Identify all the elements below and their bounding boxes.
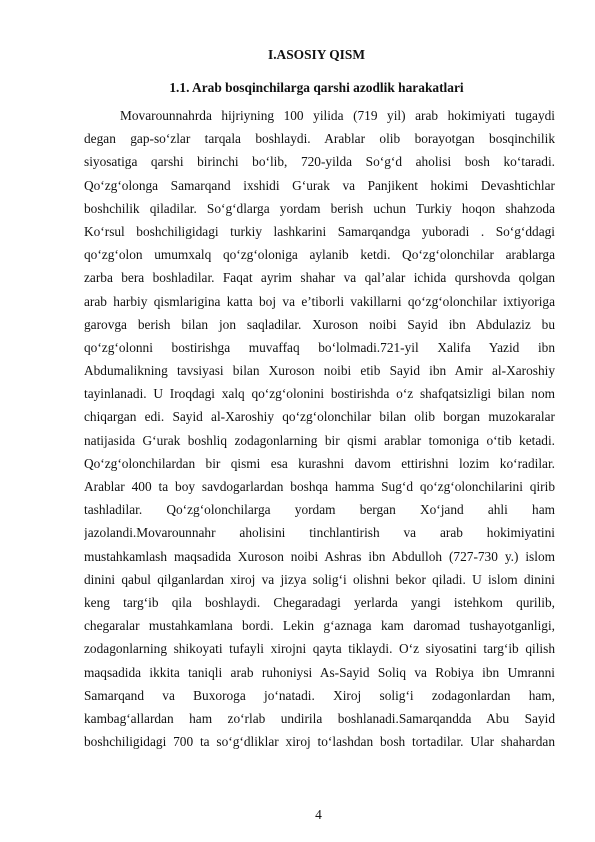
page-number: 4 bbox=[315, 807, 322, 822]
text-line: natijasida G‘urak boshliq zodagonlarning bir qismi arablar tomoniga o‘tib ketadi. bbox=[84, 432, 555, 448]
text-line: Qo‘zg‘olonga Samarqand ixshidi G‘urak va Panjikent hokimi Devashtichlar bbox=[84, 177, 555, 193]
text-line: arab harbiy qismlarigina katta boj va e’tiborli vakillarni qo‘zg‘olonchilar ixtiyoriga bbox=[84, 293, 555, 309]
text-line: boshchiligidagi 700 ta so‘g‘dliklar xiroj to‘lashdan bosh tortadilar. Ular shahardan bbox=[84, 734, 555, 750]
text-line: Ko‘rsul boshchiligidagi turkiy lashkarini Samarqandga yuboradi . So‘g‘ddagi bbox=[84, 223, 555, 239]
text-line: zodagonlarning shikoyati tufayli xirojni qayta tiklaydi. O‘z siyosatini targ‘ib qilish bbox=[84, 641, 555, 657]
text-line: mustahkamlash maqsadida Xuroson noibi Ashras ibn Abdulloh (727-730 y.) islom bbox=[84, 548, 555, 564]
text-line: Movarounnahrda hijriyning 100 yilida (719 yil) arab hokimiyati tugaydi bbox=[120, 108, 555, 123]
text-line: garovga berish bilan jon saqladilar. Xuroson noibi Sayid ibn Abdulaziz bu bbox=[84, 316, 555, 332]
text-line: boshchilik qiladilar. So‘g‘dlarga yordam berish uchun Turkiy hoqon shahzoda bbox=[84, 200, 555, 216]
text-line: dinini qabul qilganlardan xiroj va jizya solig‘i olishni bekor qiladi. U islom dinini bbox=[84, 571, 555, 587]
text-line: Qo‘zg‘olonchilardan bir qismi esa kurashni davom ettirishni lozim ko‘radilar. bbox=[84, 455, 555, 471]
text-line: kambag‘allardan ham zo‘rlab undirila boshlanadi.Samarqandda Abu Sayid bbox=[84, 710, 555, 726]
section-heading: I.ASOSIY QISM bbox=[268, 47, 365, 62]
text-line: Arablar 400 ta boy savdogarlardan boshqa hamma Sug‘d qo‘zg‘olonchilarini qirib bbox=[84, 479, 555, 494]
text-line: degan gap-so‘zlar tarqala boshlaydi. Arablar olib borayotgan bosqinchilik bbox=[84, 131, 555, 147]
text-line: tashladilar. Qo‘zg‘olonchilarga yordam bergan Xo‘jand ahli ham bbox=[84, 502, 555, 518]
text-line: qo‘zg‘olon umumxalq qo‘zg‘oloniga aylanib ketdi. Qo‘zg‘olonchilar arablarga bbox=[84, 247, 555, 263]
text-line: Abdumalikning tavsiyasi bilan Xuroson noibi etib Sayid ibn Amir al-Xaroshiy bbox=[84, 363, 555, 379]
text-line: jazolandi.Movarounnahr aholisini tinchlantirish va arab hokimiyatini bbox=[84, 525, 555, 541]
text-line: Samarqand va Buxoroga jo‘natadi. Xiroj solig‘i zodagonlardan ham, bbox=[84, 687, 555, 703]
subsection-heading: 1.1. Arab bosqinchilarga qarshi azodlik harakatlari bbox=[169, 80, 464, 95]
text-line: zarba bera boshladilar. Faqat ayrim shahar va qal’alar ichida qurshovda qolgan bbox=[84, 270, 555, 286]
text-line: chiqargan edi. Sayid al-Xaroshiy qo‘zg‘olonchilar bilan olib borgan muzokaralar bbox=[84, 409, 555, 425]
text-line: tayinlanadi. U Iroqdagi xalq qo‘zg‘olonini bostirishda o‘z shafqatsizligi bilan nom bbox=[84, 386, 555, 402]
text-line: maqsadida ikkita taniqli arab ruhoniysi As-Sayid Soliq va Robiya ibn Umranni bbox=[84, 664, 555, 680]
text-line: qo‘zg‘olonni bostirishga muvaffaq bo‘lolmadi.721-yil Xalifa Yazid ibn bbox=[84, 339, 555, 355]
text-line: keng targ‘ib qila boshlaydi. Chegaradagi yerlarda yangi istehkom qurilib, bbox=[84, 594, 555, 610]
body-paragraph bbox=[84, 104, 555, 753]
text-line: chegaralar mustahkamlana bordi. Lekin g‘aznaga kam daromad tushayotganligi, bbox=[84, 618, 555, 634]
text-line: siyosatiga qarshi birinchi bo‘lib, 720-yilda So‘g‘d aholisi bosh ko‘taradi. bbox=[84, 154, 555, 170]
